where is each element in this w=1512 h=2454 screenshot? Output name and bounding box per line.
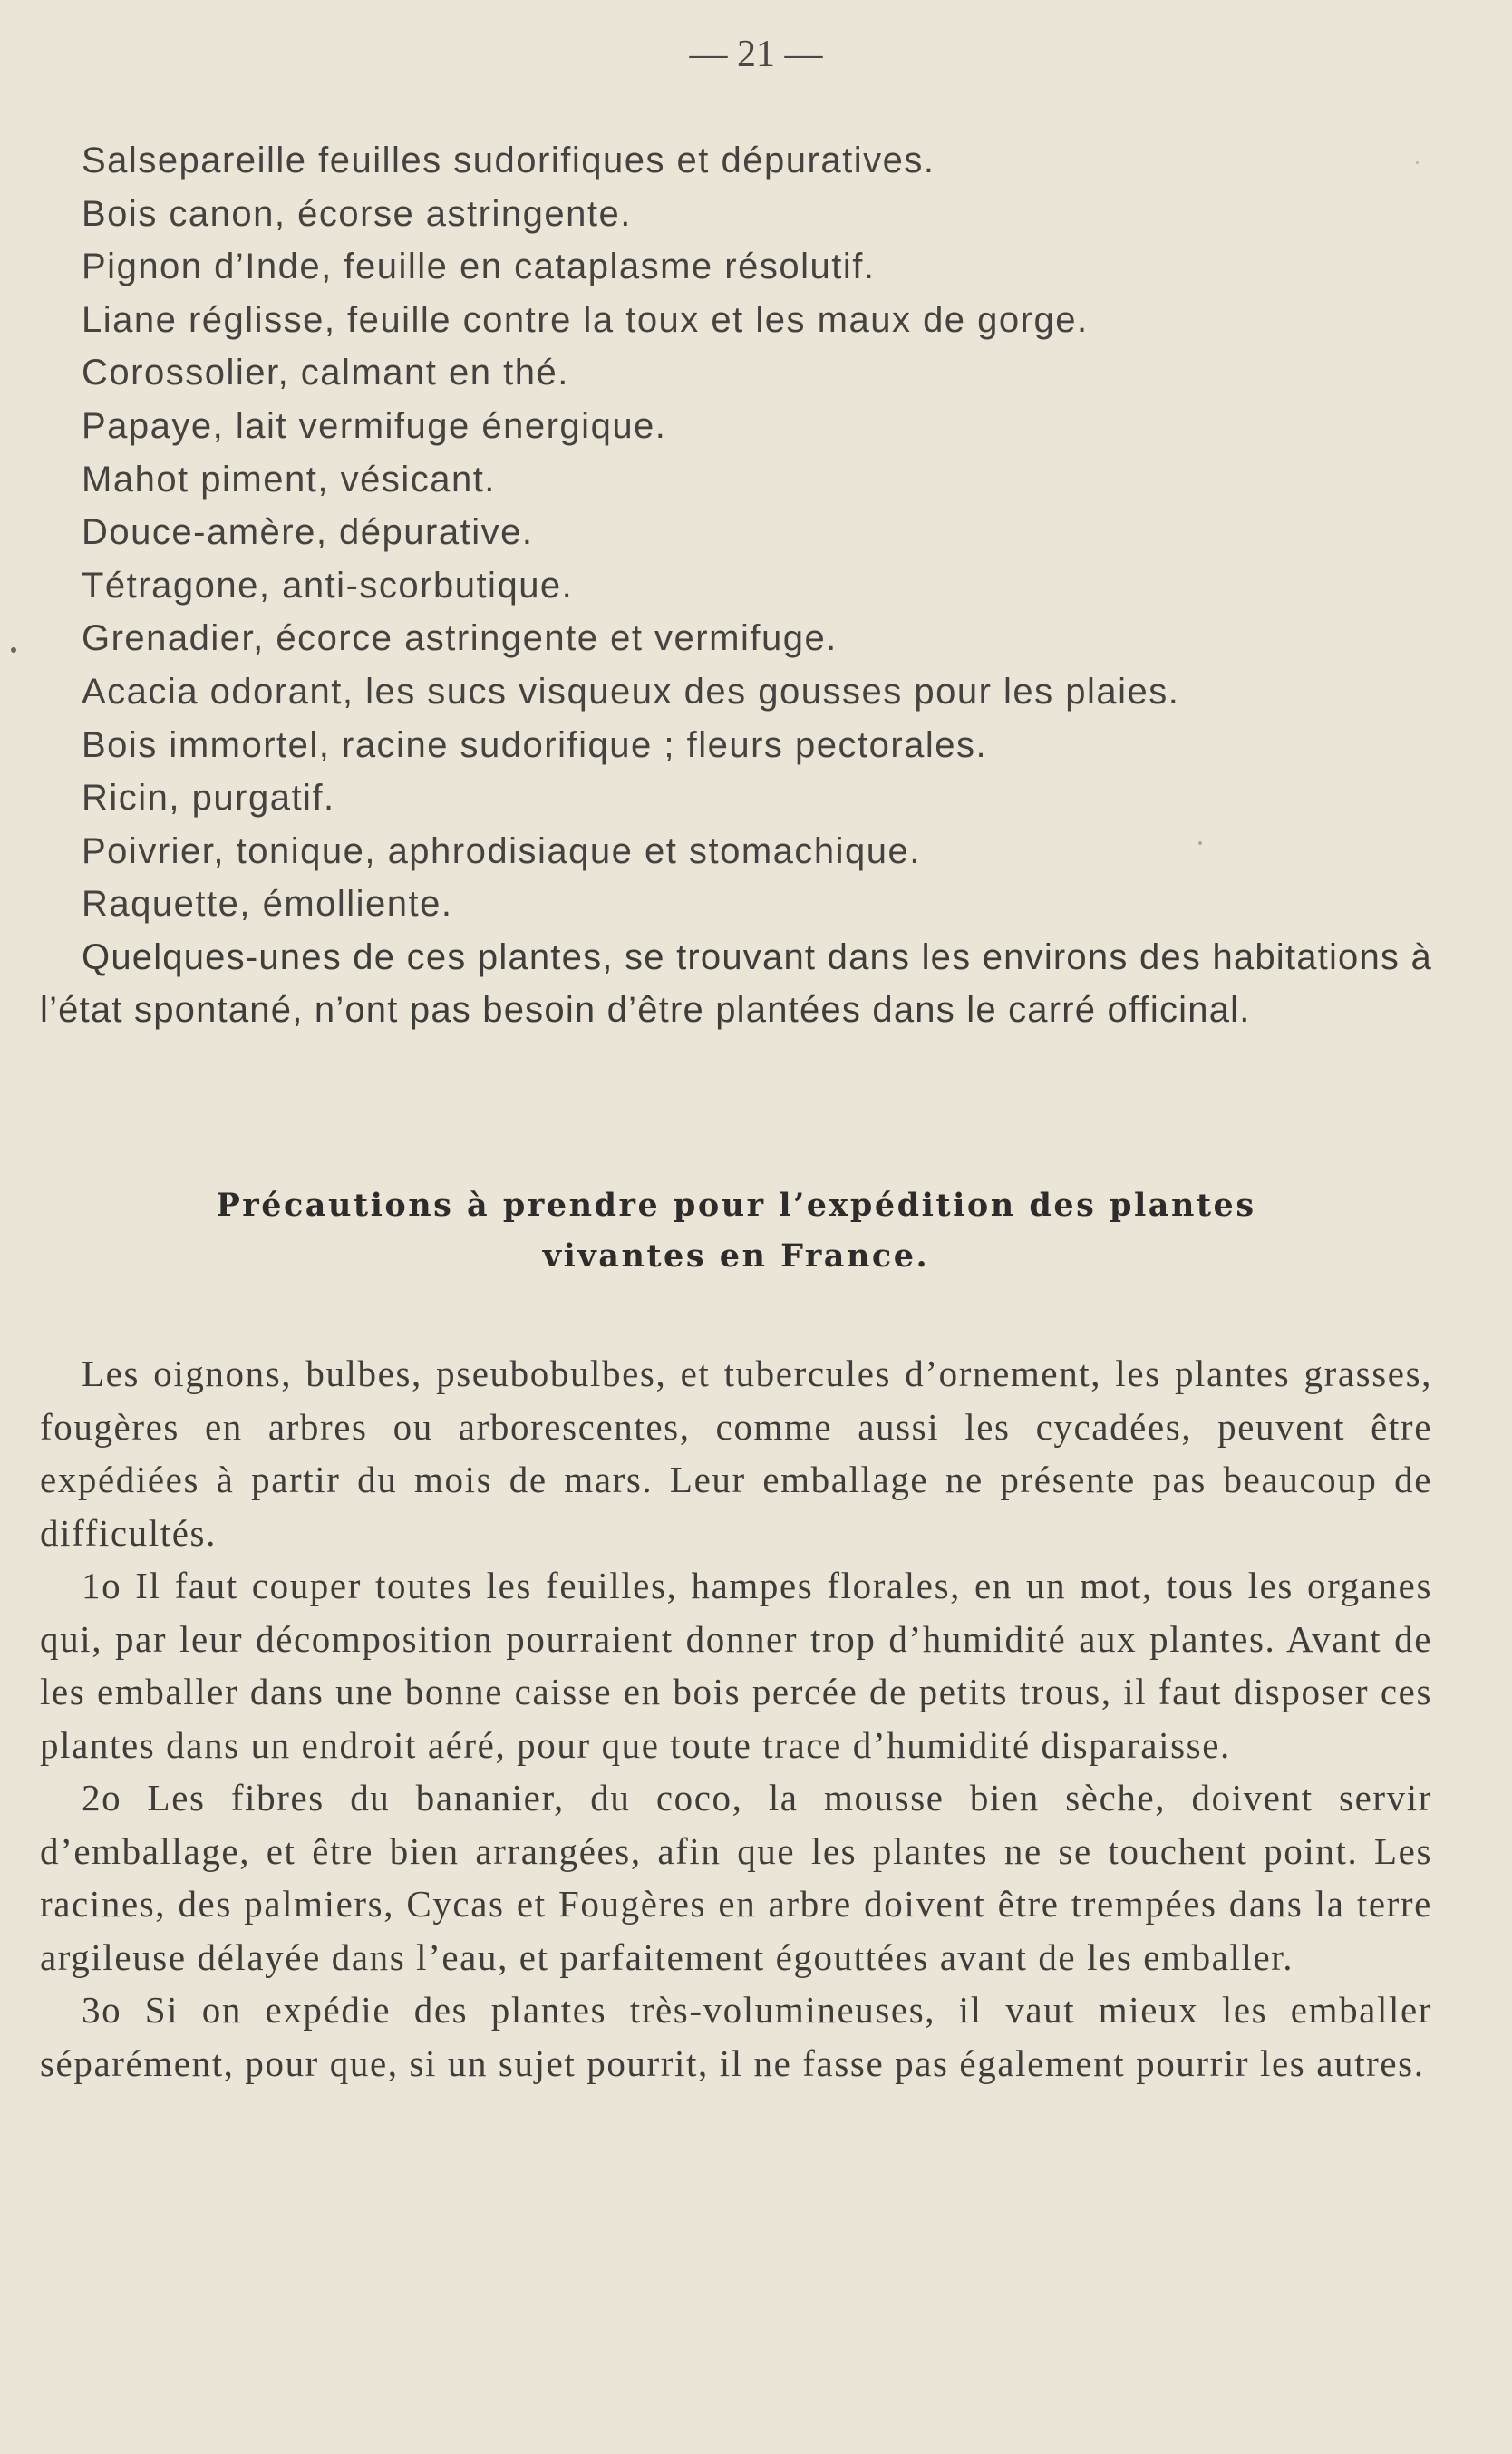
plant-entry: Papaye, lait vermifuge énergique. (82, 405, 667, 446)
intro-paragraph (40, 1347, 1432, 1559)
paper-speck (1198, 841, 1202, 845)
plant-entry: Corossolier, calmant en thé. (82, 353, 569, 393)
rule-2-text: 2o Les fibres du bananier, du coco, la mousse bien sèche, doivent servir d’emballage, et être bien arrangées, afin que les plantes ne se touchent point. Les racines, des palmiers, Cycas et Fougères en arbre doivent être trempées dans la terre argileuse délayée dans l’eau, et parfaitement égouttées avant de les emballer. (40, 1777, 1432, 1978)
plant-entry: Ricin, purgatif. (82, 778, 335, 819)
rule-1-paragraph (40, 1559, 1432, 1771)
plant-entry: Douce-amère, dépurative. (82, 512, 534, 553)
section-heading-line-1: Précautions à prendre pour l’expédition des plantes (216, 1187, 1256, 1224)
rule-2-paragraph (40, 1771, 1432, 1984)
plant-entry: Salsepareille feuilles sudorifiques et dépuratives. (82, 141, 935, 180)
plant-entry: Bois immortel, racine sudorifique ; fleurs pectorales. (82, 724, 988, 765)
paper-speck (11, 647, 16, 653)
plant-entry: Tétragone, anti-scorbutique. (82, 565, 574, 606)
rule-3-text: 3o Si on expédie des plantes très-volumineuses, il vaut mieux les emballer séparément, pour que, si un sujet pourrit, il ne fasse pas également pourrir les autres. (40, 1989, 1432, 2084)
plant-entry: Poivrier, tonique, aphrodisiaque et stomachique. (82, 830, 921, 871)
plant-entry: Acacia odorant, les sucs visqueux des gousses pour les plaies. (82, 671, 1180, 712)
plant-entry: Grenadier, écorce astringente et vermifuge. (82, 618, 838, 659)
closing-paragraph (40, 931, 1432, 1036)
closing-paragraph-text: Quelques-unes de ces plantes, se trouvant dans les environs des habitations à l’état spontané, n’ont pas besoin d’être plantées dans le carré officinal. (40, 936, 1432, 1030)
plant-entry: Mahot piment, vésicant. (82, 459, 496, 500)
plant-entry: Liane réglisse, feuille contre la toux et les maux de gorge. (82, 299, 1089, 340)
medicinal-plants-list (40, 134, 1432, 1036)
plant-entry: Pignon d’Inde, feuille en cataplasme résolutif. (82, 247, 876, 287)
section-heading (40, 1180, 1432, 1282)
rule-1-text: 1o Il faut couper toutes les feuilles, hampes florales, en un mot, tous les organes qui, par leur décomposition pourraient donner trop d’humidité aux plantes. Avant de les emballer dans une bonne caisse en bois percée de petits trous, il faut disposer ces plantes dans un endroit aéré, pour que toute trace d’humidité disparaisse. (40, 1565, 1432, 1766)
page-number: — 21 — (689, 34, 823, 75)
intro-paragraph-text: Les oignons, bulbes, pseubobulbes, et tubercules d’ornement, les plantes grasses, fougères en arbres ou arborescentes, comme aussi les cycadées, peuvent être expédiées à partir du mois de mars. Leur emballage ne présente pas beaucoup de difficultés. (40, 1353, 1432, 1554)
section-heading-line-2: vivantes en France. (542, 1237, 930, 1275)
section-body (40, 1347, 1432, 2090)
paper-speck (1416, 161, 1419, 164)
rule-3-paragraph (40, 1984, 1432, 2090)
plant-entry: Bois canon, écorse astringente. (82, 193, 632, 234)
plant-entry: Raquette, émolliente. (82, 884, 453, 925)
